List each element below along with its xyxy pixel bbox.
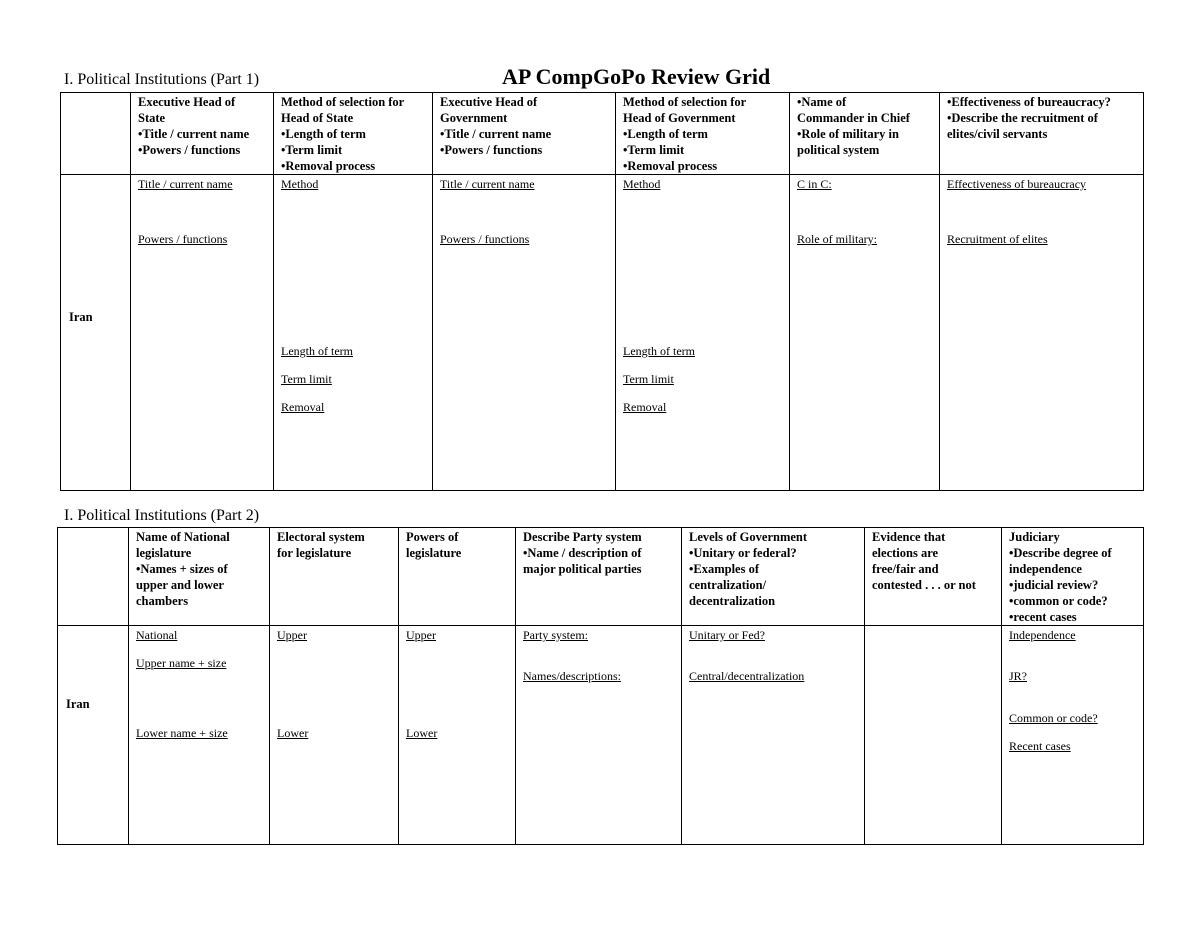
cell-judiciary[interactable]: [1002, 626, 1144, 845]
part2-header-powers: Powers of legislature: [399, 528, 516, 626]
label-powers-lower: Lower: [406, 726, 438, 740]
label-central: Central/decentralization: [689, 669, 805, 683]
label-elect-lower: Lower: [277, 726, 309, 740]
label-elect-upper: Upper: [277, 628, 307, 642]
document-title: AP CompGoPo Review Grid: [502, 64, 771, 89]
part2-header-judiciary: Judiciary •Describe degree of independence •judicial review? •common or code? •recent cases: [1002, 528, 1144, 626]
cell-powers[interactable]: [399, 626, 516, 845]
label-party-names: Names/descriptions:: [523, 669, 621, 683]
label-upper-name: Upper name + size: [136, 656, 227, 670]
label-bureaucracy: Effectiveness of bureaucracy: [947, 177, 1087, 191]
part1-header-head-of-government: Executive Head of Government •Title / current name •Powers / functions: [433, 93, 616, 175]
label-hog-powers: Powers / functions: [440, 232, 530, 246]
country-label: Iran: [69, 310, 93, 324]
part1-header-hos-selection: Method of selection for Head of State •Length of term •Term limit •Removal process: [274, 93, 433, 175]
label-hos-title: Title / current name: [138, 177, 233, 191]
cell-commander[interactable]: [790, 175, 940, 491]
part1-header-hog-selection: Method of selection for Head of Government •Length of term •Term limit •Removal process: [616, 93, 790, 175]
label-hos-length: Length of term: [281, 344, 353, 358]
cell-electoral[interactable]: [270, 626, 399, 845]
country-label: Iran: [66, 696, 90, 711]
label-hog-title: Title / current name: [440, 177, 535, 191]
cell-head-of-government[interactable]: [433, 175, 616, 491]
label-hog-method: Method: [623, 177, 661, 191]
label-lower-name: Lower name + size: [136, 726, 228, 740]
part2-header-electoral: Electoral system for legislature: [270, 528, 399, 626]
label-independence: Independence: [1009, 628, 1076, 642]
part1-header-corner: [61, 93, 131, 175]
label-recent-cases: Recent cases: [1009, 739, 1071, 753]
part2-heading: I. Political Institutions (Part 2): [64, 507, 260, 524]
label-jr: JR?: [1009, 669, 1027, 683]
label-unitary: Unitary or Fed?: [689, 628, 765, 642]
label-military: Role of military:: [797, 232, 877, 246]
part2-grid: [57, 527, 1144, 845]
part1-grid: [60, 92, 1144, 491]
label-recruitment: Recruitment of elites: [947, 232, 1048, 246]
part1-row-iran: [61, 175, 1144, 491]
label-hog-length: Length of term: [623, 344, 695, 358]
cell-legislature[interactable]: [129, 626, 270, 845]
label-common-code: Common or code?: [1009, 711, 1098, 725]
part1-header-bureaucracy: •Effectiveness of bureaucracy? •Describe the recruitment of elites/civil servants: [940, 93, 1144, 175]
label-hos-limit: Term limit: [281, 372, 332, 386]
label-hog-removal: Removal: [623, 400, 667, 414]
part1-header-head-of-state: Executive Head of State •Title / current name •Powers / functions: [131, 93, 274, 175]
part1-header-commander: •Name of Commander in Chief •Role of military in political system: [790, 93, 940, 175]
cell-bureaucracy[interactable]: [940, 175, 1144, 491]
part1-heading: I. Political Institutions (Part 1): [64, 71, 260, 88]
cell-hog-selection[interactable]: [616, 175, 790, 491]
label-hos-powers: Powers / functions: [138, 232, 228, 246]
cell-elections[interactable]: [865, 626, 1002, 845]
cell-hos-selection[interactable]: [274, 175, 433, 491]
label-national: National: [136, 628, 178, 642]
label-party-system: Party system:: [523, 628, 588, 642]
label-powers-upper: Upper: [406, 628, 436, 642]
part2-country-cell: [58, 626, 129, 845]
label-cinc: C in C:: [797, 177, 832, 191]
part2-row-iran: [58, 626, 1144, 845]
part2-header-corner: [58, 528, 129, 626]
label-hos-method: Method: [281, 177, 319, 191]
label-hos-removal: Removal: [281, 400, 325, 414]
cell-levels[interactable]: [682, 626, 865, 845]
part2-header-elections: Evidence that elections are free/fair and contested . . . or not: [865, 528, 1002, 626]
part2-header-party-system: Describe Party system •Name / description of major political parties: [516, 528, 682, 626]
part2-header-row: [58, 528, 1144, 626]
part2-header-levels: Levels of Government •Unitary or federal? •Examples of centralization/ decentralization: [682, 528, 865, 626]
part1-country-cell: [61, 175, 131, 491]
part1-header-row: [61, 93, 1144, 175]
cell-party-system[interactable]: [516, 626, 682, 845]
cell-head-of-state[interactable]: [131, 175, 274, 491]
part2-header-legislature: Name of National legislature •Names + sizes of upper and lower chambers: [129, 528, 270, 626]
label-hog-limit: Term limit: [623, 372, 674, 386]
